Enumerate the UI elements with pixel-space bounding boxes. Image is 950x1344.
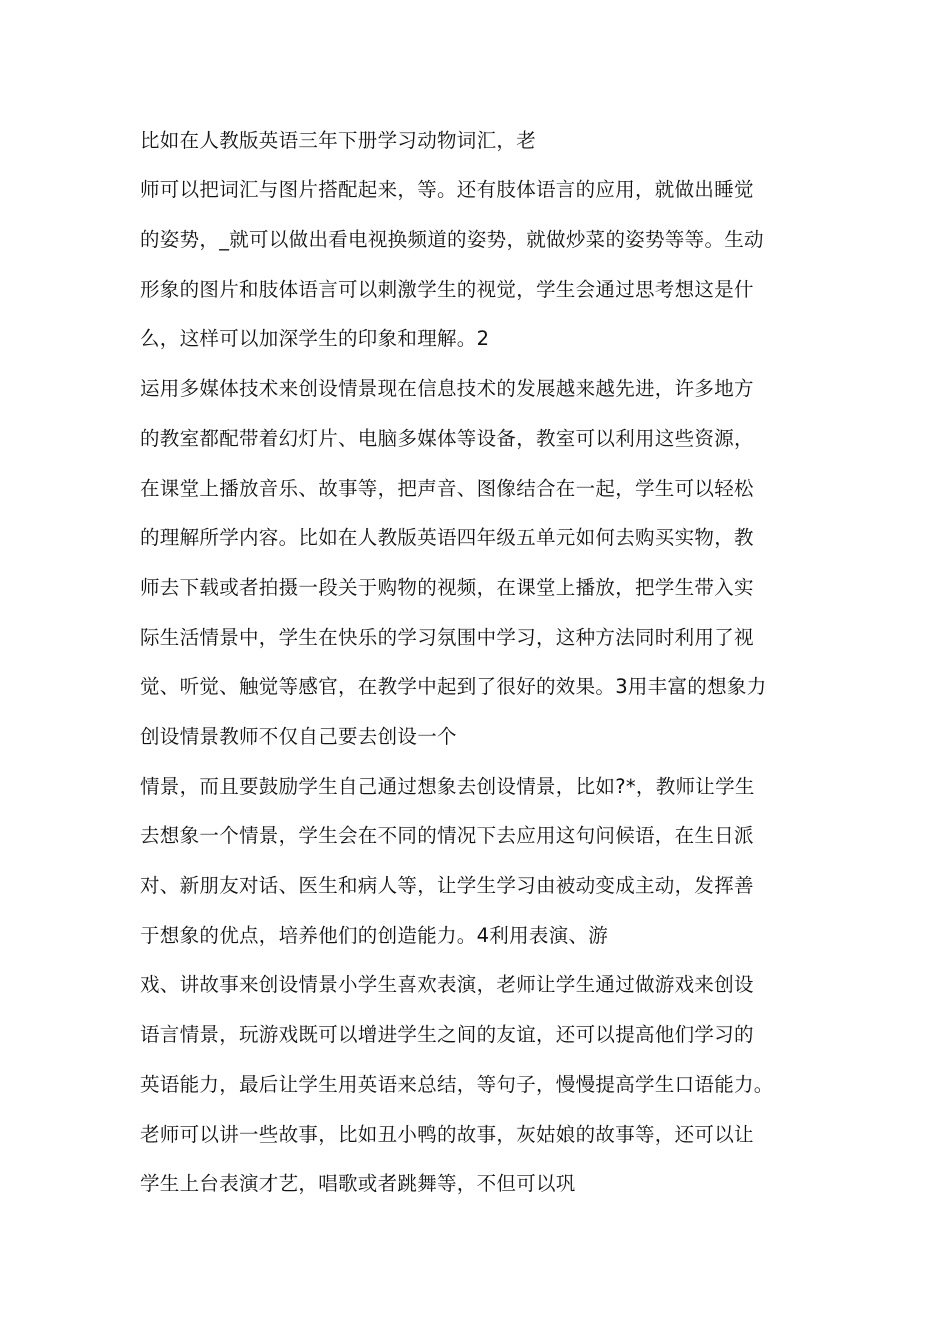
text-line: 对、新朋友对话、医生和病人等，让学生学习由被动变成主动，发挥善	[140, 874, 754, 897]
text-line: 英语能力，最后让学生用英语来总结，等句子，慢慢提高学生口语能力。	[140, 1073, 774, 1096]
text-line: 创设情景教师不仅自己要去创设一个	[140, 725, 457, 748]
text-line: 老师可以讲一些故事，比如丑小鸭的故事，灰姑娘的故事等，还可以让	[140, 1123, 754, 1146]
text-line: 的教室都配带着幻灯片、电脑多媒体等设备，教室可以利用这些资源，	[140, 427, 754, 450]
text-line: 语言情景，玩游戏既可以增进学生之间的友谊，还可以提高他们学习的	[140, 1023, 754, 1046]
text-line: 比如在人教版英语三年下册学习动物词汇，老	[140, 129, 537, 152]
text-line: 的理解所学内容。比如在人教版英语四年级五单元如何去购买实物，教	[140, 526, 754, 549]
text-line: 觉、听觉、触觉等感官，在教学中起到了很好的效果。3用丰富的想象力	[140, 675, 767, 698]
text-line: 的姿势，_就可以做出看电视换频道的姿势，就做炒菜的姿势等等。生动	[140, 228, 764, 251]
text-line: 际生活情景中，学生在快乐的学习氛围中学习，这种方法同时利用了视	[140, 626, 754, 649]
text-line: 在课堂上播放音乐、故事等，把声音、图像结合在一起，学生可以轻松	[140, 477, 754, 500]
text-line: 形象的图片和肢体语言可以刺激学生的视觉，学生会通过思考想这是什	[140, 278, 754, 301]
text-line: 去想象一个情景，学生会在不同的情况下去应用这句问候语，在生日派	[140, 824, 754, 847]
text-line: 么，这样可以加深学生的印象和理解。2	[140, 327, 490, 350]
text-line: 运用多媒体技术来创设情景现在信息技术的发展越来越先进，许多地方	[140, 377, 754, 400]
text-line: 师去下载或者拍摄一段关于购物的视频，在课堂上播放，把学生带入实	[140, 576, 754, 599]
text-line: 戏、讲故事来创设情景小学生喜欢表演，老师让学生通过做游戏来创设	[140, 973, 754, 996]
text-line: 情景，而且要鼓励学生自己通过想象去创设情景，比如?*，教师让学生	[140, 775, 755, 798]
text-line: 学生上台表演才艺，唱歌或者跳舞等，不但可以巩	[140, 1172, 576, 1195]
text-line: 于想象的优点，培养他们的创造能力。4利用表演、游	[140, 924, 609, 947]
text-line: 师可以把词汇与图片搭配起来，等。还有肢体语言的应用，就做出睡觉	[140, 178, 754, 201]
